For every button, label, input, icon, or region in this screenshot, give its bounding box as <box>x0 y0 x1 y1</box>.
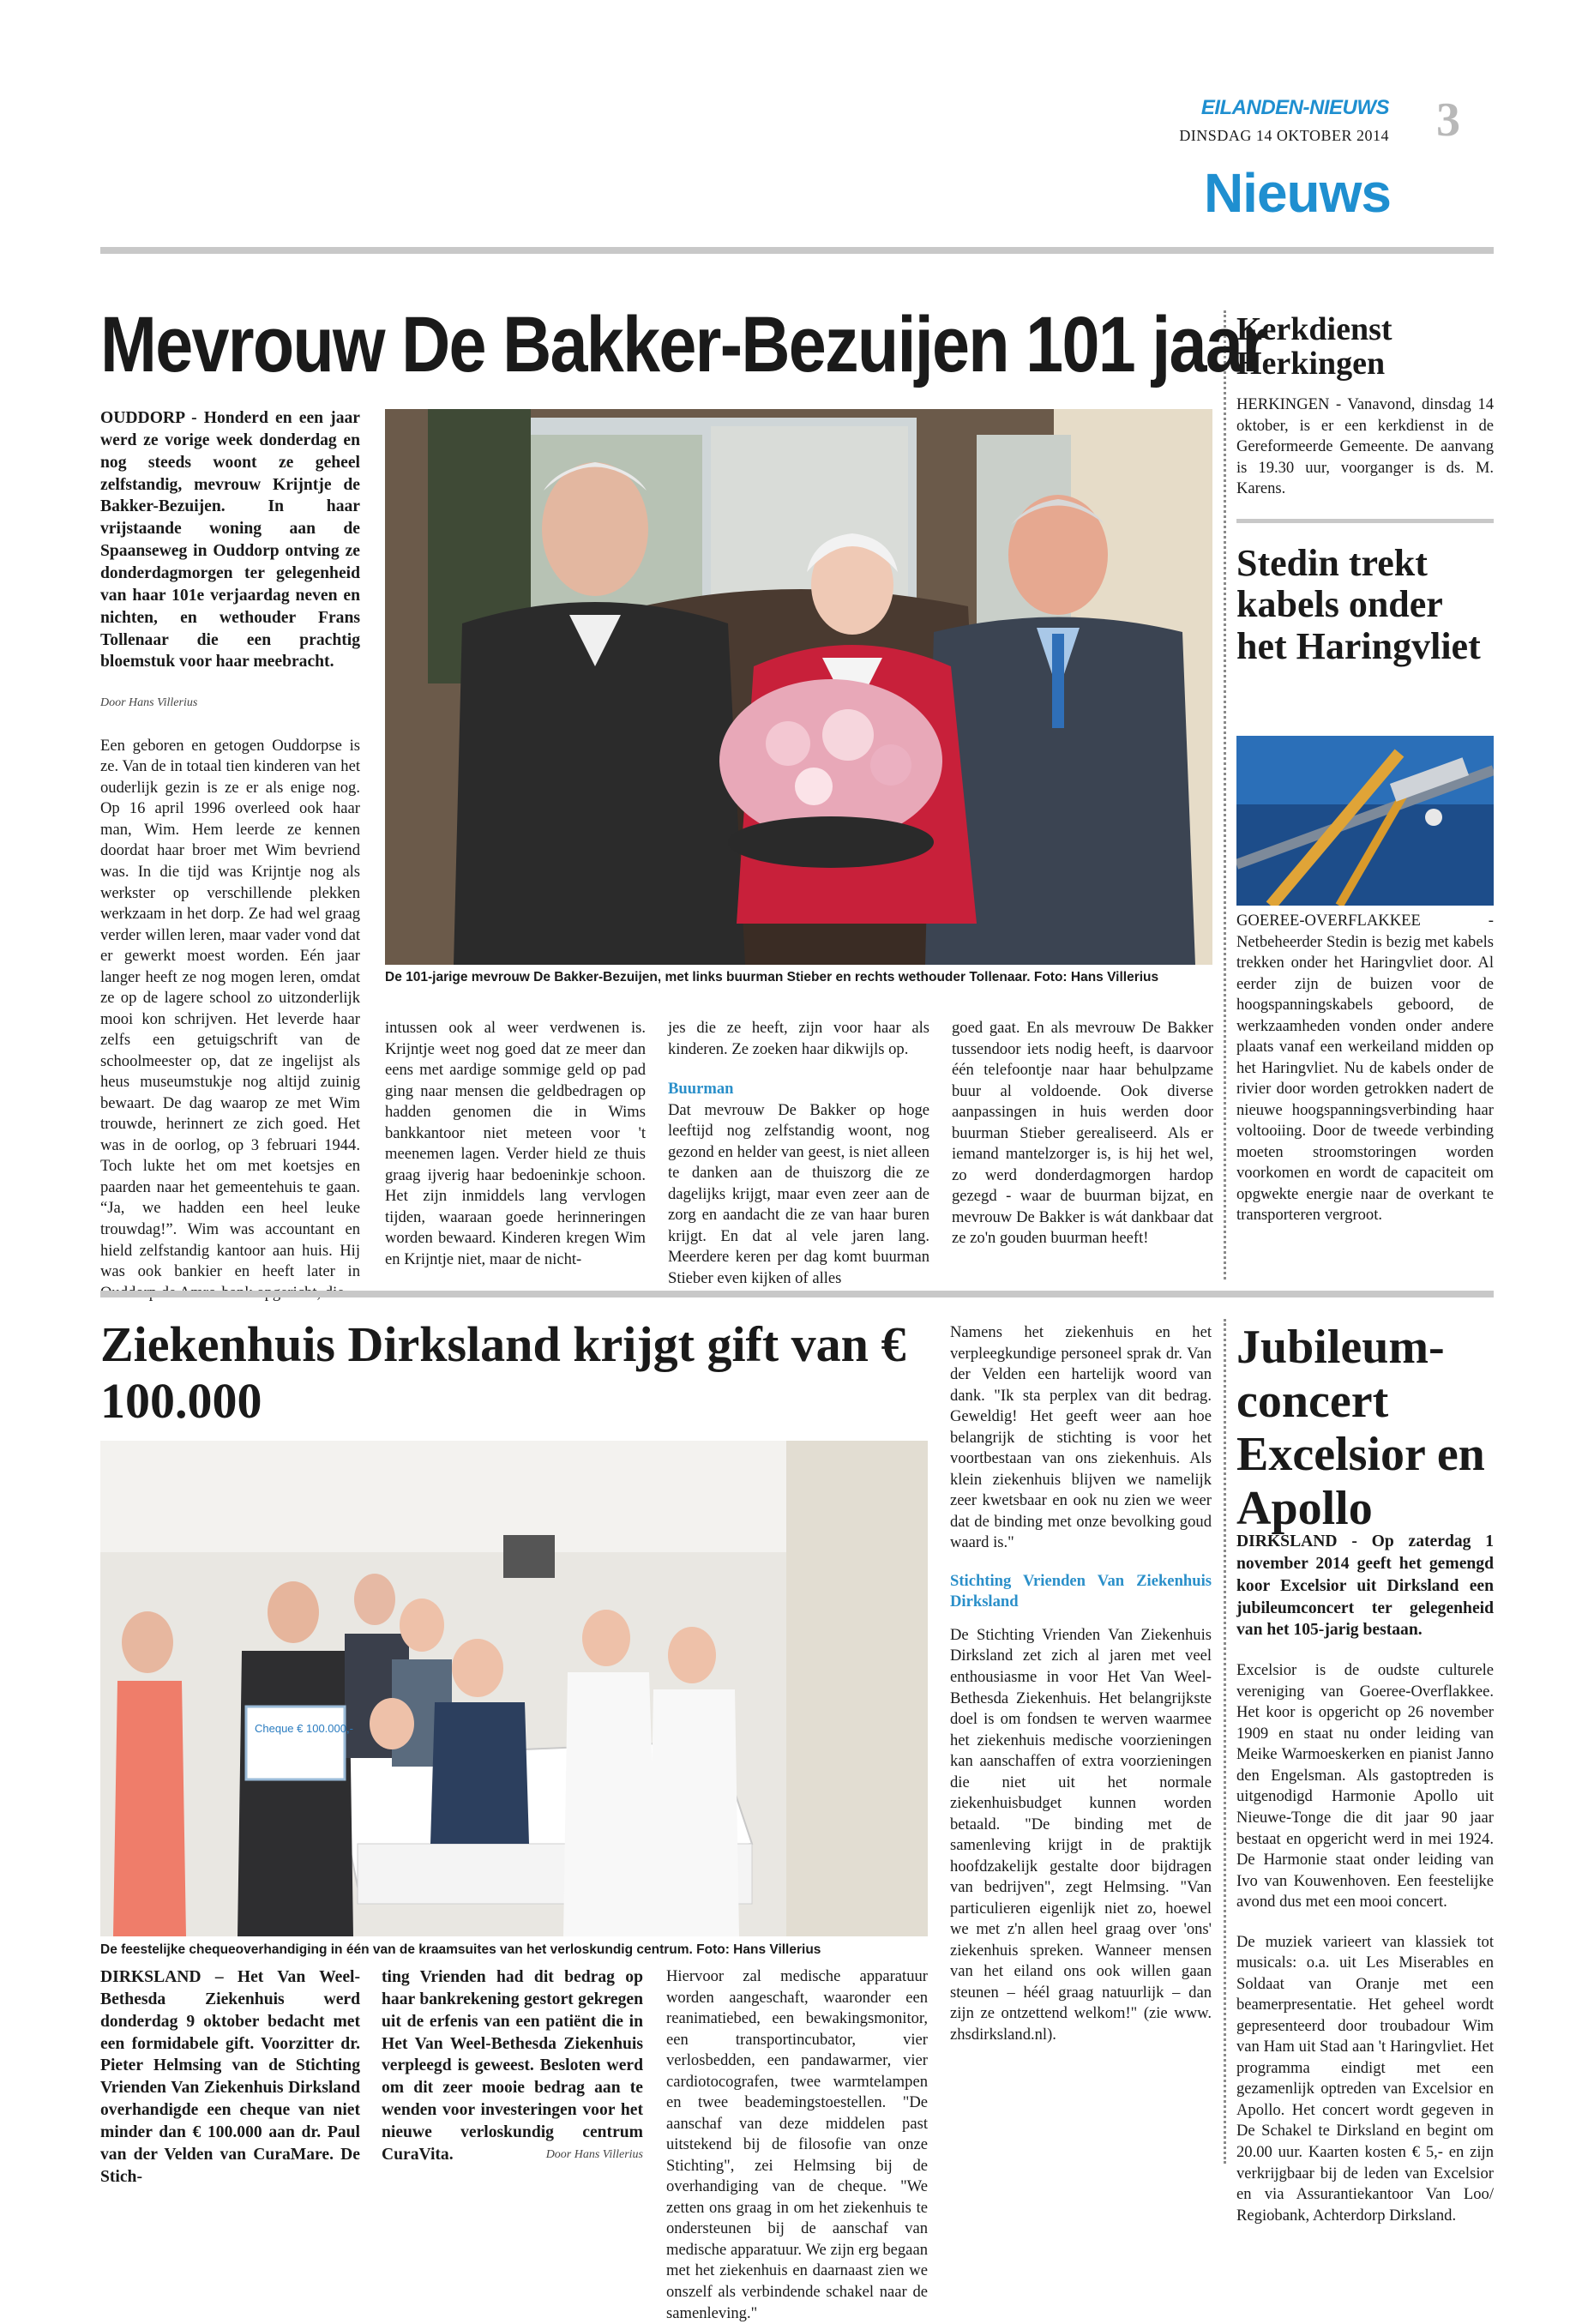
hospital-lead-2: ting Vrienden had dit bedrag op haar bankrekening gestort gekregen uit de erfenis van een patiënt die in Het Van Weel-Bethesda Ziekenhuis verpleegd is geweest. Besloten werd om dit zeer mooie bedrag aan te wenden voor investeringen voor het nieuwe verloskundig centrum CuraVita. <box>382 1968 643 2164</box>
kerkdienst-body <box>1236 394 1494 500</box>
main-article-column-3 <box>668 1018 929 1289</box>
hospital-column-4 <box>950 1322 1212 2046</box>
main-headline: Mevrouw De Bakker-Bezuijen 101 jaar <box>100 301 1267 388</box>
middle-rule <box>100 1291 1494 1297</box>
page-number: 3 <box>1436 93 1460 147</box>
main-article-byline: Door Hans Villerius <box>100 696 198 710</box>
main-article-body-3a: jes die ze heeft, zijn voor haar als kinderen. Ze zoeken haar dikwijls op. <box>668 1019 929 1058</box>
cheque-text: Cheque € 100.000,- <box>255 1722 353 1735</box>
concert-headline: Jubileum-concert Excelsior en Apollo <box>1236 1321 1485 1536</box>
paper-name: EILANDEN-NIEUWS <box>1200 96 1389 119</box>
header-rule <box>100 247 1494 254</box>
hospital-body-4a: Namens het ziekenhuis en het verpleegkundige personeel sprak dr. Van der Velden een hartelijk woord van dank. "Ik sta perplex van dit bedrag. Geweldig! Het geeft weer aan hoe belangrijk de stichting is voor het voortbestaan van ons ziekenhuis. Als klein ziekenhuis blijven we namelijk zeer kwetsbaar en ook nu zien we weer dat de binding met onze bevolking goud waard is." <box>950 1323 1212 1552</box>
hospital-photo-illustration <box>100 1441 928 1936</box>
hospital-headline: Ziekenhuis Dirksland krijgt gift van € 100.000 <box>100 1316 906 1429</box>
hospital-byline: Door Hans Villerius <box>545 2147 643 2161</box>
kerkdienst-rule <box>1236 519 1494 523</box>
hospital-subhead-stichting: Stichting Vrienden Van Ziekenhuis Dirksland <box>950 1571 1212 1611</box>
hospital-body-3: Hiervoor zal medische apparatuur worden aangeschaft, waaronder een reanimatiebed, een bewakingsmonitor, een transportincubator, vier verlosbedden, een pandawarmer, vier cardiotocografen, twee warmtelampen en twee beademingstoestellen. "De aanschaf van deze middelen past uitstekend bij de filosofie van onze Stichting", zei Helmsing bij de overhandiging van de cheque. "We zetten ons graag in om het ziekenhuis te ondersteunen bij de aanschaf van medische apparatuur. We zijn erg begaan met het ziekenhuis en daarnaast zien we onszelf als verbindende schakel naar de samenleving." <box>666 1967 928 2322</box>
issue-date: DINSDAG 14 OKTOBER 2014 <box>1179 127 1389 144</box>
hospital-photo <box>100 1441 928 1936</box>
hospital-body-4b: De Stichting Vrienden Van Ziekenhuis Dirksland zet zich al jaren met veel enthousiasme in voor Het Van Weel-Bethesda Ziekenhuis. Het belangrijkste doel is om fondsen te werven waarmee het ziekenhuis medische voorzieningen kan aanschaffen of extra voorzieningen die niet uit het normale ziekenhuisbudget kunnen worden betaald. "De binding met de samenleving krijgt in de praktijk hoofdzakelijk gestalte door bijdragen van bedrijven", zegt Helmsing. "Van particulieren eigenlijk niet zo, hoewel we met z'n allen heel graag over 'ons' ziekenhuis spreken. Wanneer mensen van het eiland ons ook willen gaan steunen – héél graag natuurlijk – dan zijn ze ontzettend welkom!" (zie www. zhsdirksland.nl). <box>950 1625 1212 2044</box>
main-article-column-2 <box>385 1018 646 1270</box>
main-article-body-3b: Dat mevrouw De Bakker op hoge leeftijd nog zelfstandig woont, nog gezond en helder van geest, is niet alleen te danken aan de thuiszorg die ze dagelijks krijgt, maar even zeer aan de zorg en aandacht die ze van haar buren krijgt. En dat al vele jaren lang. Meerdere keren per dag komt buurman Stieber even kijken of alles <box>668 1100 929 1287</box>
main-article-column-4 <box>952 1018 1213 1249</box>
main-article-column-1 <box>100 407 360 1303</box>
concert-column <box>1236 1531 1494 2226</box>
stedin-body <box>1236 911 1494 1226</box>
concert-lead: DIRKSLAND - Op zaterdag 1 november 2014 geeft het gemengd koor Excelsior uit Dirksland een jubileumconcert ter gelegenheid van het 105-jarig bestaan. <box>1236 1532 1494 1640</box>
kerkdienst-text: HERKINGEN - Vanavond, dinsdag 14 oktober, is er een kerkdienst in de Gereformeerde Gemeente. De aanvang is 19.30 uur, voorganger is ds. M. Karens. <box>1236 395 1494 498</box>
hospital-lead-1: DIRKSLAND – Het Van Weel-Bethesda Ziekenhuis werd donderdag 9 oktober bedacht met een formidabele gift. Voorzitter dr. Pieter Helmsing van de Stichting Vrienden Van Ziekenhuis Dirksland overhandigde een cheque van niet minder dan € 100.000 aan dr. Paul van der Velden van CuraMare. De Stich- <box>100 1968 360 2186</box>
main-article-body-4: goed gaat. En als mevrouw De Bakker tussendoor iets nodig heeft, is daarvoor één telefoontje naar haar behulpzame buur al voldoende. Ook diverse aanpassingen in huis werden door buurman Stieber gerealiseerd. Als er iemand mantelzorger is, is hij het wel, zo werd donderdagmorgen hardop gezegd - waar de buurman bijzat, en mevrouw De Bakker is wát dankbaar dat ze zo'n gouden buurman heeft! <box>952 1019 1213 1248</box>
main-photo-illustration <box>385 409 1212 965</box>
column-separator-top <box>1224 310 1226 1279</box>
main-article-body-2: intussen ook al weer verdwenen is. Krijntje weet nog goed dat ze meer dan eens met aardige sommige geld op pad ging naar mensen die geldbedragen op hadden genomen die in Wims bankkantoor niet meteen voor 't meenemen lagen. Verder hield ze thuis graag ijverig haar bedoeninkje schoon. Het zijn inmiddels lang vervlogen tijden, waaraan goede herinneringen worden bewaard. Kinderen kregen Wim en Krijntje niet, maar de nicht- <box>385 1019 646 1268</box>
hospital-column-2 <box>382 1966 643 2163</box>
hospital-column-3 <box>666 1966 928 2324</box>
hospital-photo-caption: De feestelijke chequeoverhandiging in één van de kraamsuites van het verloskundig centrum. Foto: Hans Villerius <box>100 1942 821 1957</box>
kerkdienst-headline: Kerkdienst Herkingen <box>1236 311 1393 382</box>
stedin-text: GOEREE-OVERFLAKKEE - Netbeheerder Stedin is bezig met kabels trekken onder het Haringvliet door. Al eerder zijn de buizen voor de hoogspanningskabels geboord, de werkzaamheden vonden onder andere plaats vanaf een werkeiland midden op het Haringvliet. Nu de kabels onder de rivier door worden getrokken nadert de nieuwe hoogspanningsverbinding haar voltooiing. Door de tweede verbinding moeten stroomstoringen worden voorkomen en wordt de capaciteit om opgwekte energie naar de overkant te transporteren vergroot. <box>1236 912 1494 1225</box>
main-article-subhead-buurman: Buurman <box>668 1080 734 1099</box>
stedin-photo-illustration <box>1236 736 1494 906</box>
column-separator-bottom <box>1224 1319 1226 2164</box>
hospital-column-1 <box>100 1966 360 2189</box>
main-article-lead: OUDDORP - Honderd en een jaar werd ze vorige week donderdag en nog steeds woont ze geheel zelfstandig, mevrouw Krijntje de Bakker-Bezuijen. In haar vrijstaande woning aan de Spaanseweg in Ouddorp ontving ze donderdagmorgen ter gelegenheid van haar 101e verjaardag neven en nichten, en wethouder Frans Tollenaar die een prachtig bloemstuk voor haar meebracht. <box>100 409 360 671</box>
main-article-body-1: Een geboren en getogen Ouddorpse is ze. Van de in totaal tien kinderen van het ouderlijk gezin is ze er als enige nog. Op 16 april 1996 overleed ook haar man, Wim. Hem leerde ze kennen doordat haar broer met Wim bevriend was. In die tijd was Krijntje nog als werkster op verschillende plekken werkzaam in het dorp. Ze had wel graag verder willen leren, maar vader vond dat er gewerkt moest worden. Eén jaar langer heeft ze nog mogen leren, omdat ze op de lagere school zo uitzonderlijk mooi kon schrijven. Het leverde haar zelfs een getuigschrift van de schoolmeester op, dat ze ingelijst als heus museumstukje nog altijd zuinig bewaart. De dag waarop ze met Wim trouwde, herinnert ze zich goed. Het was in de oorlog, op 3 februari 1944. Toch lukte het om met koetsjes en paarden naar het gemeentehuis te gaan. “Ja, we hadden een heel leuke trouwdag!”. Wim was accountant en hield zelfstandig kantoor aan huis. Hij was ook bankier en heeft later in <box>100 736 360 1281</box>
stedin-photo <box>1236 736 1494 906</box>
main-photo-caption: De 101-jarige mevrouw De Bakker-Bezuijen, met links buurman Stieber en rechts wethouder Tollenaar. Foto: Hans Villerius <box>385 970 1159 984</box>
concert-body-a: Excelsior is de oudste culturele vereniging van Goeree-Overflakkee. Het koor is opgericht op 26 november 1909 en staat nu onder leiding van Meike Warmoeskerken en pianist Janno den Engelsman. Als gastoptreden is uitgenodigd Harmonie Apollo uit Nieuwe-Tonge die dit jaar 90 jaar bestaat en opgericht werd in mei 1924. De Harmonie staat onder leiding van Ivo van Kouwenhoven. Een feestelijke avond dus met een mooi concert. <box>1236 1661 1494 1912</box>
stedin-headline: Stedin trekt kabels onder het Haringvliet <box>1236 542 1481 667</box>
main-photo <box>385 409 1212 965</box>
section-title: Nieuws <box>1203 162 1391 224</box>
concert-body-b: De muziek varieert van klassiek tot musicals: o.a. uit Les Miserables en Soldaat van Oranje met een beamerpresentatie. Het geheel wordt gepresenteerd door troubadour Wim van Ham uit Stad aan 't Haringvliet. Het programma eindigt met een gezamenlijk optreden van Excelsior en Apollo. Het concert wordt gegeven in De Schakel te Dirksland en begint om 20.00 uur. Kaarten kosten € 5,- en zijn verkrijgbaar bij de leden van Excelsior en via Assurantiekantoor Van Loo/ Regiobank, Achterdorp Dirksland. <box>1236 1932 1494 2225</box>
